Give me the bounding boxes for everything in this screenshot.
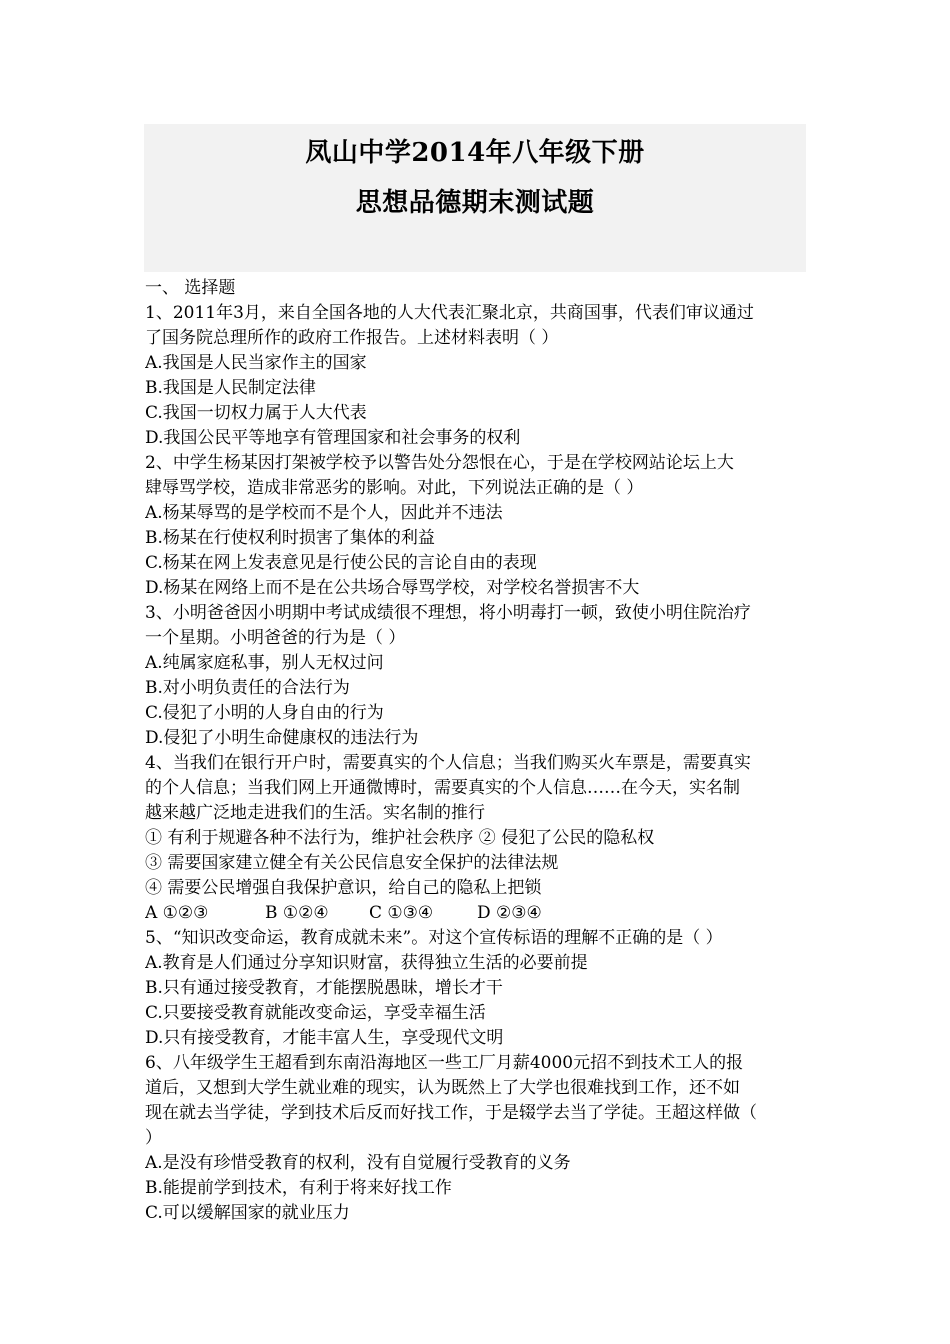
option-line: C.杨某在网上发表意见是行使公民的言论自由的表现 [145,553,537,573]
option-line: A.是没有珍惜受教育的权利，没有自觉履行受教育的义务 [145,1153,571,1173]
text-line: 一个星期。小明爸爸的行为是（ ） [145,628,406,648]
option-line: C.侵犯了小明的人身自由的行为 [145,703,384,723]
option-line: D.只有接受教育，才能丰富人生，享受现代文明 [145,1028,504,1048]
option-line: B.能提前学到技术，有利于将来好找工作 [145,1178,452,1198]
text-line: 3、小明爸爸因小明期中考试成绩很不理想，将小明毒打一顿，致使小明住院治疗 [145,603,751,623]
q4-option-d: D ②③④ [477,903,542,923]
option-line: B.只有通过接受教育，才能摆脱愚昧，增长才干 [145,978,503,998]
q4-options [145,901,809,926]
text-line: 道后，又想到大学生就业难的现实，认为既然上了大学也很难找到工作，还不如 [145,1078,740,1098]
text-line: 1、2011年3月，来自全国各地的人大代表汇聚北京，共商国事，代表们审议通过 [145,303,754,323]
option-line: B.杨某在行使权利时损害了集体的利益 [145,528,435,548]
statement-line: ③ 需要国家建立健全有关公民信息安全保护的法律法规 [145,853,559,873]
q4-option-c: C ①③④ [369,903,434,923]
text-line: 2、中学生杨某因打架被学校予以警告处分怨恨在心，于是在学校网站论坛上大 [145,453,734,473]
text-line: 越来越广泛地走进我们的生活。实名制的推行 [145,803,485,823]
option-line: C.只要接受教育就能改变命运，享受幸福生活 [145,1003,486,1023]
text-line: 现在就去当学徒，学到技术后反而好找工作，于是辍学去当了学徒。王超这样做（ [145,1103,757,1123]
option-line: B.对小明负责任的合法行为 [145,678,350,698]
option-line: D.我国公民平等地享有管理国家和社会事务的权利 [145,428,521,448]
option-line: A.教育是人们通过分享知识财富，获得独立生活的必要前提 [145,953,588,973]
option-line: A.我国是人民当家作主的国家 [145,353,367,373]
option-line: C.我国一切权力属于人大代表 [145,403,367,423]
option-line: B.我国是人民制定法律 [145,378,316,398]
option-line: C.可以缓解国家的就业压力 [145,1203,350,1223]
option-line: D.侵犯了小明生命健康权的违法行为 [145,728,419,748]
text-line: ） [145,1128,162,1148]
text-line: 肆辱骂学校，造成非常恶劣的影响。对此，下列说法正确的是（ ） [145,478,644,498]
text-line: 的个人信息；当我们网上开通微博时，需要真实的个人信息……在今天，实名制 [145,778,740,798]
statement-line: ① 有利于规避各种不法行为，维护社会秩序 ② 侵犯了公民的隐私权 [145,828,655,848]
exam-body [145,276,809,1226]
section-heading: 一、 选择题 [145,278,236,298]
text-line: 5、“知识改变命运，教育成就未来”。对这个宣传标语的理解不正确的是（ ） [145,928,723,948]
text-line: 4、当我们在银行开户时，需要真实的个人信息；当我们购买火车票是，需要真实 [145,753,751,773]
q4-option-a: A ①②③ [145,903,209,923]
exam-title-line2: 思想品德期末测试题 [355,188,595,218]
option-line: D.杨某在网络上而不是在公共场合辱骂学校，对学校名誉损害不大 [145,578,640,598]
option-line: A.纯属家庭私事，别人无权过问 [145,653,384,673]
q4-option-b: B ①②④ [265,903,329,923]
statement-line: ④ 需要公民增强自我保护意识，给自己的隐私上把锁 [145,878,542,898]
text-line: 6、八年级学生王超看到东南沿海地区一些工厂月薪4000元招不到技术工人的报 [145,1053,744,1073]
exam-title-line1: 凤山中学2014年八年级下册 [305,138,645,168]
option-line: A.杨某辱骂的是学校而不是个人，因此并不违法 [145,503,503,523]
text-line: 了国务院总理所作的政府工作报告。上述材料表明（ ） [145,328,559,348]
title-box [144,124,806,272]
